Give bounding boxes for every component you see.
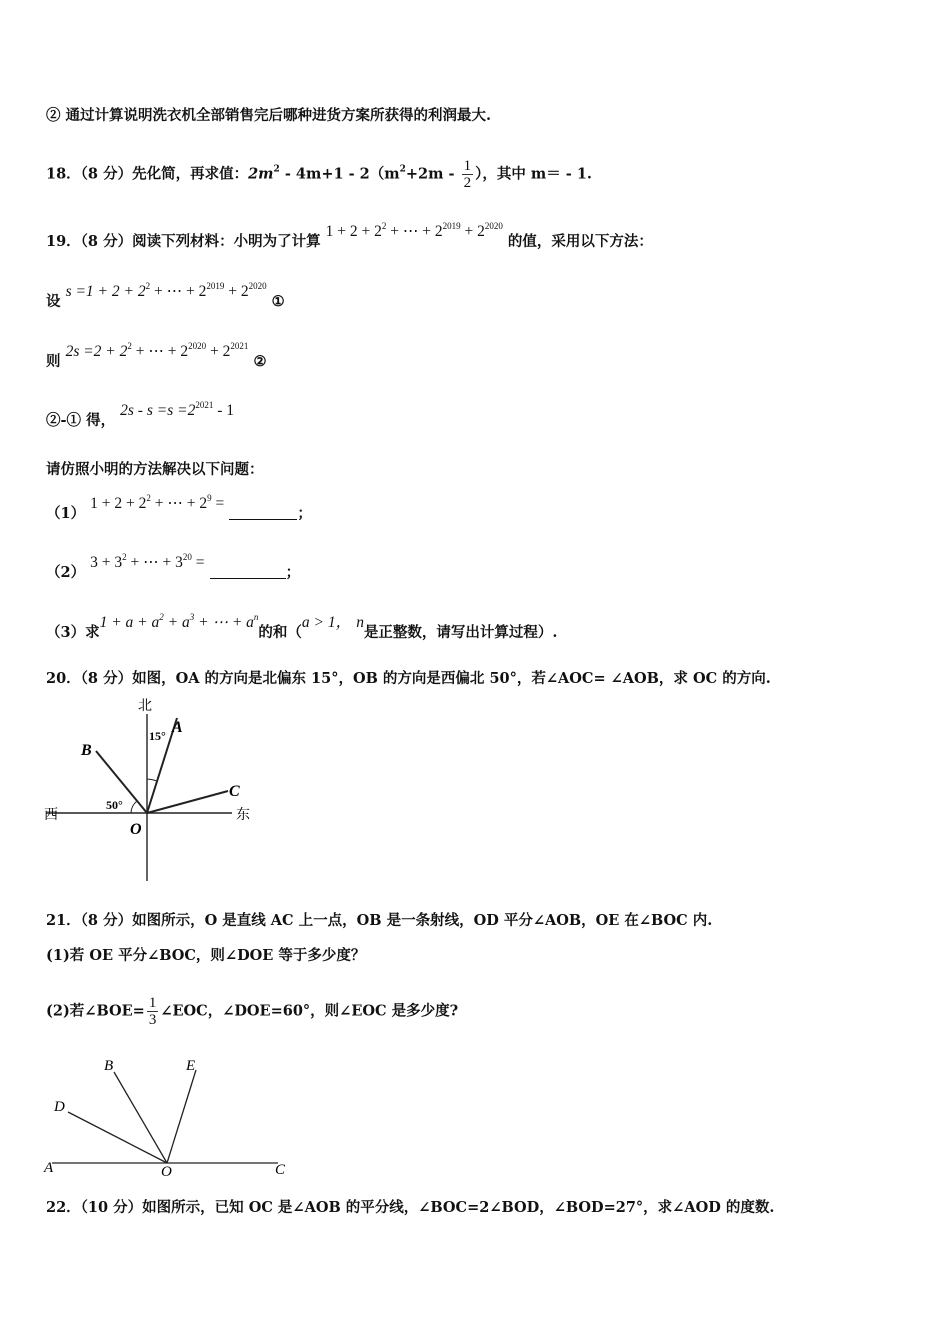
label-o: O [161,1164,172,1180]
exponent: 2019 [442,221,461,231]
fraction-denominator: 3 [148,1012,157,1028]
label-a: A [172,719,183,736]
label-b: B [81,742,92,759]
equation-2 [66,343,249,360]
q19-step-2 [46,341,267,371]
question-18 [46,158,592,191]
angle-50-arc [131,801,137,813]
label-d: D [54,1099,65,1115]
q19-part-3 [46,612,558,642]
q18-tail: ），其中 m＝ - 1. [475,165,592,183]
part-3-tail: 是正整数，请写出计算过程）. [363,624,558,641]
exponent: 2 [145,281,151,291]
exponent: 2020 [248,281,267,291]
set-label: 设 [46,293,61,310]
question-22: 22．（10 分）如图所示，已知 OC 是∠AOB 的平分线，∠BOC=2∠BOD，∠BOD=27°，求∠AOD 的度数. [46,1199,775,1216]
part-2-expression [90,554,204,571]
label-angle-50: 50° [106,798,123,812]
exponent: 2019 [206,281,225,291]
fraction-numerator: 1 [148,995,157,1011]
q18-sup: 2 [399,164,406,175]
label-c: C [229,783,240,800]
marker-1: ① [271,293,285,310]
equation-3 [120,402,234,419]
expr-part: 1 + 2 + 2 [90,495,147,512]
ray-oe [167,1070,196,1163]
label-west: 西 [44,808,58,823]
fraction-numerator: 1 [463,158,472,174]
eq-part: + ⋯ + 2 [131,343,189,360]
q18-sup: 2 [273,164,280,175]
label-e: E [186,1058,196,1074]
q18-expr-c: +2m - [405,165,460,183]
q19-head: 19．（8 分）阅读下列材料：小明为了计算 [46,233,321,250]
expr-part: + ⋯ + 3 [126,554,183,571]
expr-part: 3 + 3 [90,554,123,571]
q20-figure [40,696,270,886]
q19-tail: 的值，采用以下方法： [507,233,653,250]
question-21: 21．（8 分）如图所示，O 是直线 AC 上一点，OB 是一条射线，OD 平分∠AOB，OE 在∠BOC 内. [46,912,713,929]
exponent: 2 [146,493,151,503]
part-3-mid: 的和（ [258,624,302,641]
exponent: 2 [122,552,127,562]
q19-step-1 [46,281,285,311]
exponent: 3 [189,612,195,622]
expr-part: = [211,495,225,512]
part-3-expression [100,614,259,631]
eq-part: + ⋯ + 2 [150,283,207,300]
q19-sum-expression [326,223,503,240]
expr-part: + ⋯ + 2 [150,495,208,512]
eq-part: + 2 [206,343,231,360]
label-angle-15: 15° [149,729,166,743]
answer-blank[interactable] [229,505,297,520]
exponent: 2 [127,341,132,351]
equation-1 [66,283,267,300]
expr-part: + ⋯ + a [194,614,254,631]
label-a: A [44,1160,54,1176]
q21-figure [40,1050,300,1180]
q21-fraction [147,995,159,1028]
semicolon: ； [285,564,301,581]
q18-fraction [462,158,474,191]
q18-head: 18．（8 分）先化简，再求值： [46,165,249,183]
q21-part-1: (1)若 OE 平分∠BOC，则∠DOE 等于多少度？ [46,947,366,964]
question-17-part-2: ② 通过计算说明洗衣机全部销售完后哪种进货方案所获得的利润最大. [46,107,492,124]
q18-expr-a: 2m [248,165,274,183]
expr-part: = [191,554,205,571]
q21-part-2 [46,995,458,1028]
part-label: （3）求 [46,624,100,641]
label-o: O [130,821,142,838]
part-label: （1） [46,505,86,522]
eq-part: s =1 + 2 + 2 [65,283,146,300]
exponent: 2020 [484,221,503,231]
part-1-expression [90,495,224,512]
label-east: 东 [236,808,250,823]
exponent: 2 [381,221,387,231]
subtract-label: ②-① 得， [46,412,116,429]
fraction-denominator: 2 [463,175,472,191]
label-north: 北 [138,699,152,714]
sum-part: 1 + 2 + 2 [325,223,382,240]
part-3-n: n [356,614,364,631]
exponent: 2 [159,612,164,622]
marker-2: ② [253,353,267,370]
eq-part: + 2 [224,283,249,300]
eq-part: - 1 [213,402,234,419]
exponent: 9 [207,493,212,503]
exponent: 2021 [195,400,214,410]
q19-instruction: 请仿照小明的方法解决以下问题： [46,461,264,478]
exponent: n [253,612,259,622]
label-b: B [104,1058,114,1074]
q21-p2-tail: ∠EOC，∠DOE=60°，则∠EOC 是多少度? [160,1002,459,1020]
exponent: 20 [182,552,192,562]
label-c: C [275,1162,286,1178]
expr-part: 1 + a + a [99,614,160,631]
q21-p2-head: (2)若∠BOE= [46,1002,145,1020]
sum-part: + ⋯ + 2 [386,223,443,240]
sum-part: + 2 [460,223,485,240]
part-label: （2） [46,564,86,581]
question-20: 20．（8 分）如图，OA 的方向是北偏东 15°，OB 的方向是西偏北 50°，若∠AOC= ∠AOB，求 OC 的方向. [46,670,771,687]
exponent: 2021 [230,341,249,351]
q19-part-1 [46,493,312,523]
exponent: 2020 [188,341,207,351]
q18-expr-b: - 4m+1 - 2（m [279,165,400,183]
expr-part: + a [163,614,190,631]
question-19 [46,221,653,251]
eq-part: 2s - s =s =2 [120,402,196,419]
eq-part: 2s =2 + 2 [65,343,128,360]
ray-oc [147,791,228,813]
q19-part-2 [46,552,301,582]
q19-step-3 [46,400,234,430]
part-3-condition: a > 1， [301,614,352,631]
then-label: 则 [46,353,61,370]
semicolon: ； [297,505,312,522]
answer-blank[interactable] [210,564,286,579]
angle-15-arc [147,779,157,781]
